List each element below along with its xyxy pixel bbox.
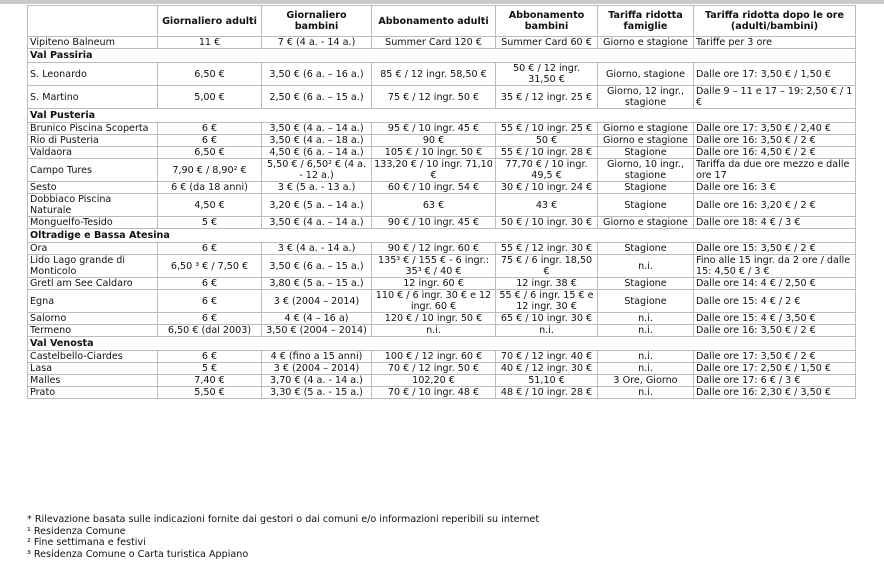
daily-adults-cell: 5,50 € (158, 387, 262, 399)
family-rate-cell: n.i. (598, 313, 694, 325)
daily-children-cell: 4 € (4 – 16 a) (262, 313, 372, 325)
reduced-rate-cell: Dalle ore 16: 3,20 € / 2 € (694, 194, 856, 217)
facility-name-cell: Sesto (28, 182, 158, 194)
table-row (28, 159, 856, 182)
family-rate-cell: Stagione (598, 243, 694, 255)
table-row (28, 86, 856, 109)
reduced-rate-cell: Dalle ore 17: 3,50 € / 2 € (694, 351, 856, 363)
season-children-cell: 77,70 € / 10 ingr. 49,5 € (496, 159, 598, 182)
region-section-row (28, 109, 856, 123)
family-rate-cell: Giorno e stagione (598, 37, 694, 49)
reduced-rate-cell: Dalle ore 16: 3 € (694, 182, 856, 194)
table-header-row (28, 6, 856, 37)
season-adults-cell: n.i. (372, 325, 496, 337)
season-adults-cell: 60 € / 10 ingr. 54 € (372, 182, 496, 194)
daily-adults-cell: 4,50 € (158, 194, 262, 217)
daily-children-cell: 3 € (5 a. - 13 a.) (262, 182, 372, 194)
daily-adults-cell: 11 € (158, 37, 262, 49)
season-adults-cell: 105 € / 10 ingr. 50 € (372, 147, 496, 159)
facility-name-cell: S. Martino (28, 86, 158, 109)
family-rate-cell: n.i. (598, 363, 694, 375)
reduced-rate-cell: Tariffe per 3 ore (694, 37, 856, 49)
daily-children-cell: 3,50 € (6 a. – 15 a.) (262, 255, 372, 278)
reduced-rate-cell: Dalle ore 17: 3,50 € / 1,50 € (694, 63, 856, 86)
facility-name-cell: Monguelfo-Tesido (28, 217, 158, 229)
season-children-cell: 50 € / 12 ingr. 31,50 € (496, 63, 598, 86)
region-heading: Val Venosta (28, 337, 856, 351)
season-adults-cell: 12 ingr. 60 € (372, 278, 496, 290)
daily-adults-cell: 6 € (158, 123, 262, 135)
family-rate-cell: Stagione (598, 278, 694, 290)
header-reduced-rate-after-hours: Tariffa ridotta dopo le ore (adulti/bambini) (694, 6, 856, 37)
table-row (28, 243, 856, 255)
header-daily-adults: Giornaliero adulti (158, 6, 262, 37)
facility-name-cell: Ora (28, 243, 158, 255)
daily-adults-cell: 6 € (158, 278, 262, 290)
reduced-rate-cell: Dalle ore 16: 2,30 € / 3,50 € (694, 387, 856, 399)
table-row (28, 351, 856, 363)
family-rate-cell: n.i. (598, 325, 694, 337)
region-heading: Val Pusteria (28, 109, 856, 123)
daily-children-cell: 3,50 € (6 a. – 16 a.) (262, 63, 372, 86)
season-adults-cell: 70 € / 12 ingr. 50 € (372, 363, 496, 375)
footnotes (27, 514, 539, 560)
reduced-rate-cell: Dalle ore 16: 4,50 € / 2 € (694, 147, 856, 159)
season-adults-cell: 133,20 € / 10 ingr. 71,10 € (372, 159, 496, 182)
season-children-cell: 55 € / 10 ingr. 25 € (496, 123, 598, 135)
season-adults-cell: 85 € / 12 ingr. 58,50 € (372, 63, 496, 86)
family-rate-cell: n.i. (598, 351, 694, 363)
season-children-cell: 50 € (496, 135, 598, 147)
season-adults-cell: 95 € / 10 ingr. 45 € (372, 123, 496, 135)
season-children-cell: 55 € / 12 ingr. 30 € (496, 243, 598, 255)
daily-adults-cell: 6 € (158, 290, 262, 313)
season-children-cell: 65 € / 10 ingr. 30 € (496, 313, 598, 325)
facility-name-cell: Valdaora (28, 147, 158, 159)
reduced-rate-cell: Dalle ore 14: 4 € / 2,50 € (694, 278, 856, 290)
season-adults-cell: 90 € / 10 ingr. 45 € (372, 217, 496, 229)
family-rate-cell: Giorno, stagione (598, 63, 694, 86)
reduced-rate-cell: Dalle ore 17: 2,50 € / 1,50 € (694, 363, 856, 375)
family-rate-cell: n.i. (598, 255, 694, 278)
header-daily-children: Giornaliero bambini (262, 6, 372, 37)
family-rate-cell: Stagione (598, 147, 694, 159)
facility-name-cell: Prato (28, 387, 158, 399)
daily-children-cell: 3 € (4 a. - 14 a.) (262, 243, 372, 255)
family-rate-cell: n.i. (598, 387, 694, 399)
footnote-survey-note: * Rilevazione basata sulle indicazioni fornite dai gestori o dai comuni e/o informazioni reperibili su internet (27, 514, 540, 525)
table-row (28, 63, 856, 86)
region-heading: Oltradige e Bassa Atesina (28, 229, 856, 243)
table-row (28, 313, 856, 325)
table-row (28, 123, 856, 135)
family-rate-cell: Giorno e stagione (598, 123, 694, 135)
facility-name-cell: Dobbiaco Piscina Naturale (28, 194, 158, 217)
footnote-3: ³ Residenza Comune o Carta turistica Appiano (27, 548, 249, 560)
family-rate-cell: Giorno, 10 ingr., stagione (598, 159, 694, 182)
table-row (28, 37, 856, 49)
table-row (28, 255, 856, 278)
family-rate-cell: 3 Ore, Giorno (598, 375, 694, 387)
table-row (28, 217, 856, 229)
table-row (28, 290, 856, 313)
daily-children-cell: 3 € (2004 – 2014) (262, 363, 372, 375)
daily-children-cell: 3,70 € (4 a. - 14 a.) (262, 375, 372, 387)
region-section-row (28, 337, 856, 351)
reduced-rate-cell: Dalle ore 17: 3,50 € / 2,40 € (694, 123, 856, 135)
daily-adults-cell: 6,50 € (dal 2003) (158, 325, 262, 337)
facility-name-cell: Termeno (28, 325, 158, 337)
region-heading: Val Passiria (28, 49, 856, 63)
family-rate-cell: Stagione (598, 194, 694, 217)
family-rate-cell: Stagione (598, 290, 694, 313)
season-adults-cell: 75 € / 12 ingr. 50 € (372, 86, 496, 109)
region-section-row (28, 229, 856, 243)
daily-children-cell: 3,30 € (5 a. - 15 a.) (262, 387, 372, 399)
table-row (28, 135, 856, 147)
family-rate-cell: Giorno e stagione (598, 217, 694, 229)
season-children-cell: 48 € / 10 ingr. 28 € (496, 387, 598, 399)
season-children-cell: 75 € / 6 ingr. 18,50 € (496, 255, 598, 278)
facility-name-cell: Egna (28, 290, 158, 313)
facility-name-cell: Gretl am See Caldaro (28, 278, 158, 290)
season-children-cell: 50 € / 10 ingr. 30 € (496, 217, 598, 229)
facility-name-cell: Vipiteno Balneum (28, 37, 158, 49)
season-children-cell: 55 € / 10 ingr. 28 € (496, 147, 598, 159)
table-row (28, 194, 856, 217)
table-row (28, 375, 856, 387)
season-adults-cell: 70 € / 10 ingr. 48 € (372, 387, 496, 399)
season-children-cell: 40 € / 12 ingr. 30 € (496, 363, 598, 375)
facility-name-cell: Salorno (28, 313, 158, 325)
daily-adults-cell: 6,50 ³ € / 7,50 € (158, 255, 262, 278)
season-children-cell: 55 € / 6 ingr. 15 € e 12 ingr. 30 € (496, 290, 598, 313)
reduced-rate-cell: Dalle ore 15: 4 € / 2 € (694, 290, 856, 313)
daily-adults-cell: 5,00 € (158, 86, 262, 109)
facility-name-cell: Campo Tures (28, 159, 158, 182)
daily-adults-cell: 6,50 € (158, 147, 262, 159)
daily-adults-cell: 7,90 € / 8,90² € (158, 159, 262, 182)
price-table (27, 5, 856, 399)
table-row (28, 182, 856, 194)
reduced-rate-cell: Dalle ore 15: 4 € / 3,50 € (694, 313, 856, 325)
reduced-rate-cell: Tariffa da due ore mezzo e dalle ore 17 (694, 159, 856, 182)
season-children-cell: 30 € / 10 ingr. 24 € (496, 182, 598, 194)
facility-name-cell: Brunico Piscina Scoperta (28, 123, 158, 135)
season-adults-cell: 90 € (372, 135, 496, 147)
season-children-cell: 43 € (496, 194, 598, 217)
season-children-cell: 51,10 € (496, 375, 598, 387)
daily-children-cell: 3,50 € (4 a. – 18 a.) (262, 135, 372, 147)
reduced-rate-cell: Dalle ore 16: 3,50 € / 2 € (694, 135, 856, 147)
reduced-rate-cell: Fino alle 15 ingr. da 2 ore / dalle 15: 4,50 € / 3 € (694, 255, 856, 278)
daily-adults-cell: 6 € (158, 313, 262, 325)
daily-adults-cell: 6 € (158, 135, 262, 147)
reduced-rate-cell: Dalle 9 – 11 e 17 – 19: 2,50 € / 1 € (694, 86, 856, 109)
season-children-cell: n.i. (496, 325, 598, 337)
table-row (28, 387, 856, 399)
footnote-1: ¹ Residenza Comune (27, 525, 126, 537)
header-season-children: Abbonamento bambini (496, 6, 598, 37)
daily-adults-cell: 5 € (158, 217, 262, 229)
daily-children-cell: 4,50 € (6 a. – 14 a.) (262, 147, 372, 159)
table-row (28, 278, 856, 290)
table-row (28, 325, 856, 337)
facility-name-cell: S. Leonardo (28, 63, 158, 86)
reduced-rate-cell: Dalle ore 16: 3,50 € / 2 € (694, 325, 856, 337)
season-adults-cell: 110 € / 6 ingr. 30 € e 12 ingr. 60 € (372, 290, 496, 313)
season-adults-cell: 135³ € / 155 € - 6 ingr.: 35³ € / 40 € (372, 255, 496, 278)
season-children-cell: 35 € / 12 ingr. 25 € (496, 86, 598, 109)
daily-adults-cell: 6 € (158, 243, 262, 255)
daily-children-cell: 3 € (2004 – 2014) (262, 290, 372, 313)
daily-adults-cell: 6,50 € (158, 63, 262, 86)
daily-children-cell: 3,80 € (5 a. – 15 a.) (262, 278, 372, 290)
table-body (28, 37, 856, 399)
family-rate-cell: Giorno, 12 ingr., stagione (598, 86, 694, 109)
header-season-adults: Abbonamento adulti (372, 6, 496, 37)
facility-name-cell: Castelbello-Ciardes (28, 351, 158, 363)
facility-name-cell: Malles (28, 375, 158, 387)
daily-adults-cell: 5 € (158, 363, 262, 375)
facility-name-cell: Lido Lago grande di Monticolo (28, 255, 158, 278)
daily-children-cell: 3,50 € (2004 – 2014) (262, 325, 372, 337)
season-children-cell: Summer Card 60 € (496, 37, 598, 49)
facility-name-cell: Lasa (28, 363, 158, 375)
daily-children-cell: 3,50 € (4 a. – 14 a.) (262, 217, 372, 229)
season-adults-cell: Summer Card 120 € (372, 37, 496, 49)
daily-children-cell: 7 € (4 a. - 14 a.) (262, 37, 372, 49)
season-adults-cell: 90 € / 12 ingr. 60 € (372, 243, 496, 255)
daily-children-cell: 2,50 € (6 a. – 15 a.) (262, 86, 372, 109)
table-row (28, 147, 856, 159)
daily-adults-cell: 6 € (da 18 anni) (158, 182, 262, 194)
daily-children-cell: 5,50 € / 6,50² € (4 a. - 12 a.) (262, 159, 372, 182)
season-children-cell: 12 ingr. 38 € (496, 278, 598, 290)
season-adults-cell: 102,20 € (372, 375, 496, 387)
reduced-rate-cell: Dalle ore 18: 4 € / 3 € (694, 217, 856, 229)
season-adults-cell: 100 € / 12 ingr. 60 € (372, 351, 496, 363)
family-rate-cell: Stagione (598, 182, 694, 194)
region-section-row (28, 49, 856, 63)
footnote-2: ² Fine settimana e festivi (27, 537, 146, 548)
daily-children-cell: 3,20 € (5 a. – 14 a.) (262, 194, 372, 217)
header-family-rate: Tariffa ridotta famiglie (598, 6, 694, 37)
season-adults-cell: 63 € (372, 194, 496, 217)
reduced-rate-cell: Dalle ore 17: 6 € / 3 € (694, 375, 856, 387)
daily-children-cell: 3,50 € (4 a. – 14 a.) (262, 123, 372, 135)
top-divider (0, 0, 884, 4)
season-children-cell: 70 € / 12 ingr. 40 € (496, 351, 598, 363)
header-facility (28, 6, 158, 37)
daily-adults-cell: 6 € (158, 351, 262, 363)
facility-name-cell: Rio di Pusteria (28, 135, 158, 147)
season-adults-cell: 120 € / 10 ingr. 50 € (372, 313, 496, 325)
daily-adults-cell: 7,40 € (158, 375, 262, 387)
family-rate-cell: Giorno e stagione (598, 135, 694, 147)
daily-children-cell: 4 € (fino a 15 anni) (262, 351, 372, 363)
table-row (28, 363, 856, 375)
reduced-rate-cell: Dalle ore 15: 3,50 € / 2 € (694, 243, 856, 255)
